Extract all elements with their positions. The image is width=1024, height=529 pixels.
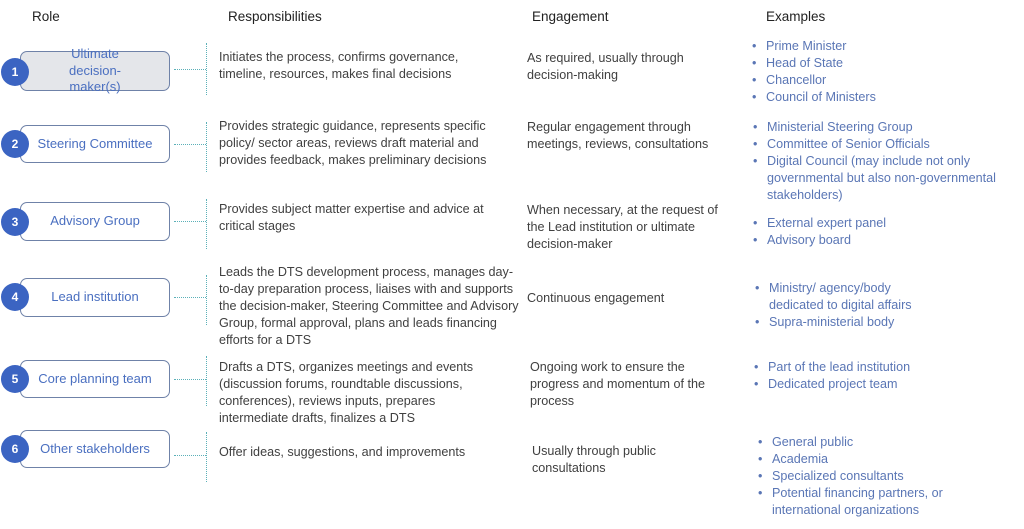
connector-vertical: [206, 356, 207, 406]
example-item: • Prime Minister: [752, 38, 1022, 55]
connector-vertical: [206, 199, 207, 249]
engagement-text: Usually through public consultations: [532, 444, 656, 475]
engagement-text: Ongoing work to ensure the progress and momentum of the process: [530, 360, 706, 408]
connector-vertical: [206, 432, 207, 482]
example-item: • Dedicated project team: [754, 376, 1024, 393]
responsibilities-text: Initiates the process, confirms governance, timeline, resources, makes final decisions: [219, 50, 459, 81]
example-item: • Chancellor: [752, 72, 1022, 89]
role-box-lead-institution: [20, 278, 170, 317]
example-item: • Advisory board: [753, 232, 1023, 249]
example-item: • Academia: [758, 451, 973, 468]
engagement-text: As required, usually through decision-making: [527, 51, 684, 82]
example-item: • Council of Ministers: [752, 89, 1022, 106]
header-engagement: Engagement: [532, 9, 609, 24]
role-box-advisory-group: [20, 202, 170, 241]
connector-horizontal: [174, 221, 206, 222]
responsibilities-text: Drafts a DTS, organizes meetings and events (discussion forums, roundtable discussions, conferences), reviews inputs, prepares intermediate drafts, finalizes a DTS: [219, 360, 474, 425]
example-item: • Ministerial Steering Group: [753, 119, 1023, 136]
example-item: • General public: [758, 434, 973, 451]
example-item: • Committee of Senior Officials: [753, 136, 1023, 153]
example-item: • Ministry/ agency/body dedicated to digital affairs: [755, 280, 930, 314]
role-label: Lead institution: [51, 289, 139, 305]
examples-list: [753, 119, 1023, 204]
connector-horizontal: [174, 455, 206, 456]
step-badge-5: 5: [1, 365, 29, 393]
role-label: Other stakeholders: [40, 440, 150, 456]
examples-list: [752, 38, 1022, 106]
role-label: Steering Committee: [37, 135, 153, 151]
connector-horizontal: [174, 69, 206, 70]
connector-horizontal: [174, 297, 206, 298]
step-badge-1: 1: [1, 58, 29, 86]
connector-vertical: [206, 43, 207, 95]
role-label: Ultimate decision-maker(s): [68, 45, 122, 95]
responsibilities-text: Leads the DTS development process, manages day-to-day preparation process, liaises with and supports the decision-maker, Steering Committee and Advisory Group, formal approval, plans and leads financing efforts for a DTS: [219, 265, 519, 347]
responsibilities-text: Offer ideas, suggestions, and improvements: [219, 445, 466, 459]
example-item: • Digital Council (may include not only governmental but also non-governmental stakeholders): [753, 153, 1023, 204]
engagement-text: Regular engagement through meetings, reviews, consultations: [527, 120, 709, 151]
header-examples: Examples: [766, 9, 826, 24]
engagement-text: When necessary, at the request of the Lead institution or ultimate decision-maker: [527, 203, 718, 251]
role-box-steering-committee: [20, 125, 170, 163]
example-item: • Part of the lead institution: [754, 359, 1024, 376]
role-box-core-planning-team: [20, 360, 170, 398]
connector-horizontal: [174, 379, 206, 380]
step-badge-6: 6: [1, 435, 29, 463]
connector-horizontal: [174, 144, 206, 145]
example-item: • Potential financing partners, or international organizations: [758, 485, 973, 519]
example-item: • Specialized consultants: [758, 468, 973, 485]
examples-list: [755, 280, 930, 331]
responsibilities-text: Provides strategic guidance, represents specific policy/ sector areas, reviews draft material and provides feedback, makes preliminary decisions: [219, 119, 487, 167]
example-item: • Head of State: [752, 55, 1022, 72]
connector-vertical: [206, 122, 207, 172]
example-item: • Supra-ministerial body: [755, 314, 930, 331]
role-box-ultimate-decision-maker: [20, 45, 170, 95]
step-badge-3: 3: [1, 208, 29, 236]
role-label: Core planning team: [38, 370, 152, 386]
step-badge-4: 4: [1, 283, 29, 311]
example-item: • External expert panel: [753, 215, 1023, 232]
role-box-other-stakeholders: [20, 430, 170, 468]
engagement-text: Continuous engagement: [527, 291, 665, 305]
connector-vertical: [206, 275, 207, 325]
examples-list: [754, 359, 1024, 393]
role-label: Advisory Group: [50, 213, 140, 229]
examples-list: [758, 434, 973, 519]
header-role: Role: [32, 9, 60, 24]
header-responsibilities: Responsibilities: [228, 9, 322, 24]
step-badge-2: 2: [1, 130, 29, 158]
responsibilities-text: Provides subject matter expertise and advice at critical stages: [219, 202, 484, 233]
examples-list: [753, 215, 1023, 249]
